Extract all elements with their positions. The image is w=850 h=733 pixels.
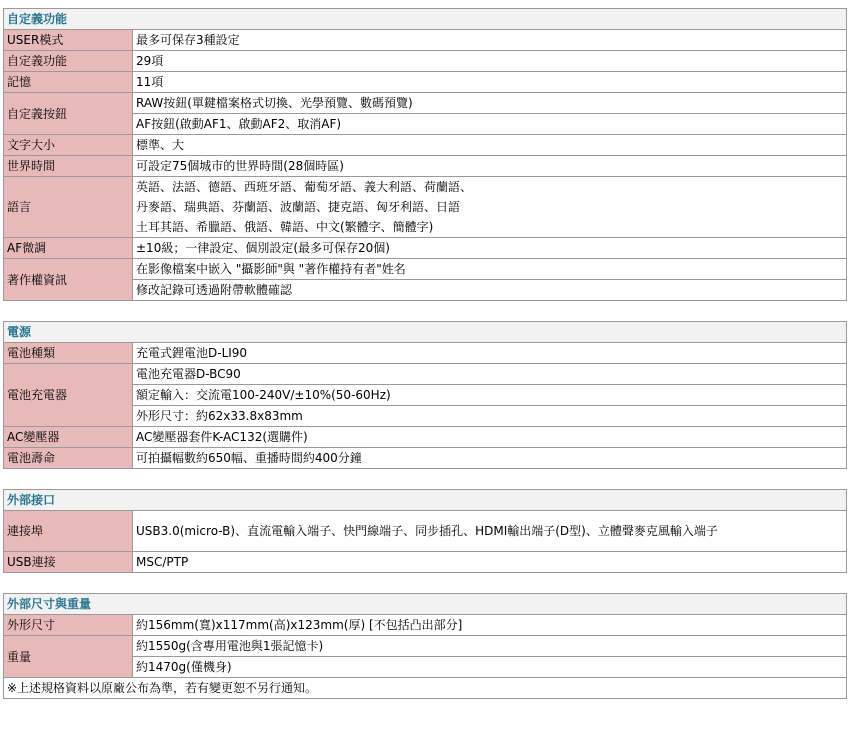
spec-value: 充電式鋰電池D-LI90 xyxy=(133,343,847,364)
spec-value: 標準、大 xyxy=(133,135,847,156)
spec-label: 文字大小 xyxy=(4,135,133,156)
spec-section xyxy=(3,321,847,469)
spec-value: 在影像檔案中嵌入 "攝影師"與 "著作權持有者"姓名 xyxy=(133,259,847,280)
spec-value-line: 英語、法語、德語、西班牙語、葡萄牙語、義大利語、荷蘭語、 xyxy=(136,180,473,194)
spec-label: 重量 xyxy=(4,636,133,678)
section-spacer xyxy=(3,301,847,321)
spec-value: AF按鈕(啟動AF1、啟動AF2、取消AF) xyxy=(133,114,847,135)
spec-value: ±10級；一律設定、個別設定(最多可保存20個) xyxy=(133,238,847,259)
spec-section xyxy=(3,8,847,301)
spec-label: AF微調 xyxy=(4,238,133,259)
spec-label: 世界時間 xyxy=(4,156,133,177)
spec-value: 約1550g(含專用電池與1張記憶卡) xyxy=(133,636,847,657)
spec-value: 可拍攝幅數約650幅、重播時間約400分鐘 xyxy=(133,448,847,469)
spec-label: USER模式 xyxy=(4,30,133,51)
section-spacer xyxy=(3,469,847,489)
footnote: ※上述規格資料以原廠公布為準，若有變更恕不另行通知。 xyxy=(4,678,847,699)
spec-value: 最多可保存3種設定 xyxy=(133,30,847,51)
spec-value: 約156mm(寬)x117mm(高)x123mm(厚) [不包括凸出部分] xyxy=(133,615,847,636)
spec-label: 自定義按鈕 xyxy=(4,93,133,135)
spec-value: 約1470g(僅機身) xyxy=(133,657,847,678)
spec-value: 外形尺寸：約62x33.8x83mm xyxy=(133,406,847,427)
spec-section xyxy=(3,489,847,573)
spec-label: USB連接 xyxy=(4,552,133,573)
spec-value: 修改記錄可透過附帶軟體確認 xyxy=(133,280,847,301)
spec-label: AC變壓器 xyxy=(4,427,133,448)
spec-label: 語言 xyxy=(4,177,133,238)
spec-label: 著作權資訊 xyxy=(4,259,133,301)
spec-value: AC變壓器套件K-AC132(選購件) xyxy=(133,427,847,448)
spec-section xyxy=(3,593,847,699)
spec-value: 29項 xyxy=(133,51,847,72)
spec-label: 電池壽命 xyxy=(4,448,133,469)
spec-value-block xyxy=(133,177,847,238)
section-title: 自定義功能 xyxy=(4,9,847,30)
spec-label: 記憶 xyxy=(4,72,133,93)
spec-value-line: 土耳其語、希臘語、俄語、韓語、中文(繁體字、簡體字) xyxy=(136,220,434,234)
spec-label: 連接埠 xyxy=(4,511,133,552)
section-title: 電源 xyxy=(4,322,847,343)
spec-sheet xyxy=(3,8,847,699)
spec-value-line: 丹麥語、瑞典語、芬蘭語、波蘭語、捷克語、匈牙利語、日語 xyxy=(136,200,461,214)
spec-value: USB3.0(micro-B)、直流電輸入端子、快門線端子、同步插孔、HDMI輸出端子(D型)、立體聲麥克風輸入端子 xyxy=(133,511,847,552)
spec-value: MSC/PTP xyxy=(133,552,847,573)
spec-value: 可設定75個城市的世界時間(28個時區) xyxy=(133,156,847,177)
spec-label: 電池種類 xyxy=(4,343,133,364)
spec-value: 額定輸入：交流電100-240V/±10%(50-60Hz) xyxy=(133,385,847,406)
spec-label: 外形尺寸 xyxy=(4,615,133,636)
spec-value: RAW按鈕(單鍵檔案格式切換、光學預覽、數碼預覽) xyxy=(133,93,847,114)
section-title: 外部接口 xyxy=(4,490,847,511)
section-spacer xyxy=(3,573,847,593)
spec-value: 電池充電器D-BC90 xyxy=(133,364,847,385)
section-title: 外部尺寸與重量 xyxy=(4,594,847,615)
spec-value: 11項 xyxy=(133,72,847,93)
spec-label: 電池充電器 xyxy=(4,364,133,427)
spec-label: 自定義功能 xyxy=(4,51,133,72)
